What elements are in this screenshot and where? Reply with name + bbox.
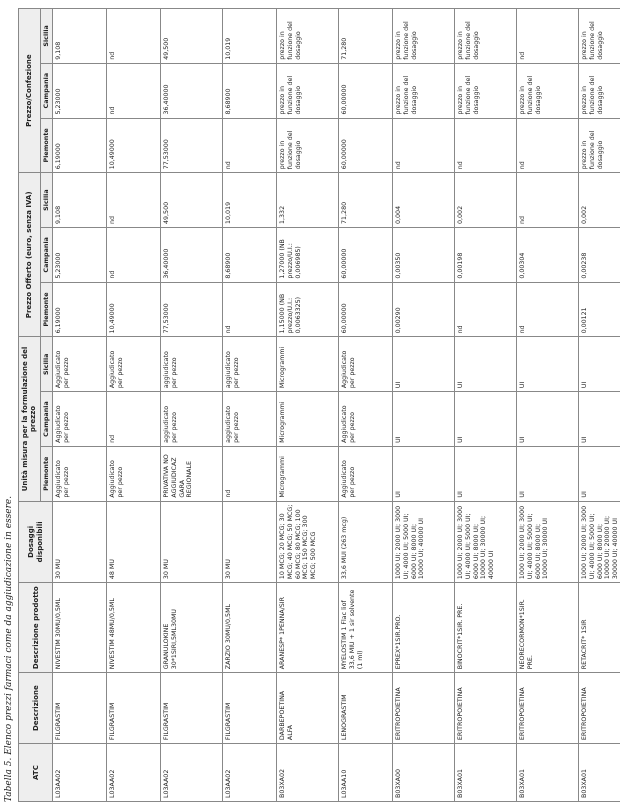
cell-atc: L03AA02 [223, 744, 277, 802]
cell-confezione-sicilia: 49,500 [161, 9, 223, 64]
table-row [579, 9, 620, 802]
cell-unita-sicilia: aggiudicato per pezzo [161, 337, 223, 392]
cell-offerto-piemonte: nd [455, 282, 517, 337]
header-prodotto: Descrizione prodotto [19, 583, 53, 673]
cell-unita-sicilia: Microgrammi [277, 337, 339, 392]
cell-dosaggi: 1000 UI; 2000 UI; 3000 UI; 4000 UI; 5000 UI; 6000 UI; 8000 UI; 10000 UI; 30000 UI [517, 501, 579, 583]
cell-offerto-sicilia: nd [517, 173, 579, 228]
cell-prodotto: MYELOSTIM 1 Flac liof 33,6 MIU + 1 sir solvente (1 ml) [339, 583, 393, 673]
cell-offerto-sicilia: 0,002 [579, 173, 620, 228]
cell-offerto-sicilia: 0,002 [455, 173, 517, 228]
cell-atc: B03XA02 [277, 744, 339, 802]
cell-confezione-campania: 5,23000 [53, 63, 107, 118]
cell-unita-piemonte: UI [579, 446, 620, 501]
cell-confezione-piemonte: nd [517, 118, 579, 173]
cell-unita-campania: nd [107, 392, 161, 447]
cell-prodotto: BINOCRIT*1SIR. PRE. [455, 583, 517, 673]
table-row [107, 9, 161, 802]
cell-offerto-piemonte: 0,00290 [393, 282, 455, 337]
cell-confezione-sicilia: 71,280 [339, 9, 393, 64]
cell-dosaggi: 30 MU [53, 501, 107, 583]
cell-unita-piemonte: Aggiudicato per pezzo [53, 446, 107, 501]
cell-offerto-campania: 0,00198 [455, 227, 517, 282]
cell-confezione-piemonte: prezzo in funzione del dosaggio [579, 118, 620, 173]
cell-confezione-piemonte: prezzo in funzione del dosaggio [277, 118, 339, 173]
cell-prodotto: ZARZIO 30MU/0,5ML [223, 583, 277, 673]
cell-confezione-sicilia: prezzo in funzione del dosaggio [277, 9, 339, 64]
table-row [277, 9, 339, 802]
cell-offerto-piemonte: 10,49000 [107, 282, 161, 337]
cell-confezione-piemonte: nd [223, 118, 277, 173]
header-dosaggi: Dosaggi disponibili [19, 501, 53, 583]
cell-confezione-sicilia: prezzo in funzione del dosaggio [393, 9, 455, 64]
subheader-campania: Campania [40, 63, 53, 118]
cell-confezione-campania: prezzo in funzione del dosaggio [393, 63, 455, 118]
cell-confezione-campania: 60,00000 [339, 63, 393, 118]
cell-atc: L03AA02 [53, 744, 107, 802]
cell-unita-piemonte: PRIVATIVA NO AGGIUDICAZ GARA REGIONALE [161, 446, 223, 501]
cell-confezione-sicilia: 9,108 [53, 9, 107, 64]
subheader-campania: Campania [40, 392, 53, 447]
table-row [223, 9, 277, 802]
cell-unita-campania: Aggiudicato per pezzo [339, 392, 393, 447]
cell-offerto-campania: nd [107, 227, 161, 282]
cell-dosaggi: 48 MU [107, 501, 161, 583]
cell-offerto-campania: 5,23000 [53, 227, 107, 282]
cell-unita-campania: Microgrammi [277, 392, 339, 447]
cell-atc: L03AA02 [161, 744, 223, 802]
cell-confezione-sicilia: 10,019 [223, 9, 277, 64]
cell-offerto-piemonte: 77,53000 [161, 282, 223, 337]
cell-atc: L03AA10 [339, 744, 393, 802]
header-row [19, 9, 41, 802]
cell-offerto-piemonte: nd [517, 282, 579, 337]
table-row [455, 9, 517, 802]
cell-atc: B03XA01 [517, 744, 579, 802]
cell-unita-campania: UI [455, 392, 517, 447]
cell-unita-piemonte: nd [223, 446, 277, 501]
cell-unita-campania: Aggiudicato per pezzo [53, 392, 107, 447]
cell-unita-sicilia: aggiudicato per pezzo [223, 337, 277, 392]
cell-descrizione: LENOGRASTIM [339, 673, 393, 744]
cell-prodotto: ARANESP* 1PENNA/SIR [277, 583, 339, 673]
cell-prodotto: RETACRIT* 1SIR [579, 583, 620, 673]
cell-offerto-campania: 0,00238 [579, 227, 620, 282]
cell-unita-sicilia: Aggiudicato per pezzo [107, 337, 161, 392]
cell-confezione-piemonte: nd [393, 118, 455, 173]
cell-atc: B03XA00 [393, 744, 455, 802]
cell-offerto-campania: 0,00304 [517, 227, 579, 282]
cell-dosaggi: 33,6 MUI (263 mcg) [339, 501, 393, 583]
cell-unita-sicilia: UI [393, 337, 455, 392]
cell-descrizione: FILGRASTIM [107, 673, 161, 744]
cell-offerto-campania: 1,27000 (NB prezzo/U.I.: 0,006985) [277, 227, 339, 282]
subheader-sicilia: Sicilia [40, 173, 53, 228]
cell-unita-sicilia: Aggiudicato per pezzo [53, 337, 107, 392]
cell-confezione-sicilia: nd [517, 9, 579, 64]
cell-unita-piemonte: UI [393, 446, 455, 501]
cell-offerto-piemonte: 6,19000 [53, 282, 107, 337]
cell-unita-sicilia: Aggiudicato per pezzo [339, 337, 393, 392]
cell-offerto-piemonte: 1,15000 (NB prezzo/U.I.: 0,0063325) [277, 282, 339, 337]
subheader-sicilia: Sicilia [40, 337, 53, 392]
cell-confezione-campania: 8,68900 [223, 63, 277, 118]
cell-offerto-sicilia: 1,332 [277, 173, 339, 228]
cell-offerto-piemonte: nd [223, 282, 277, 337]
cell-unita-campania: UI [393, 392, 455, 447]
cell-atc: L03AA02 [107, 744, 161, 802]
cell-unita-piemonte: UI [455, 446, 517, 501]
cell-offerto-campania: 60,00000 [339, 227, 393, 282]
cell-offerto-campania: 0,00350 [393, 227, 455, 282]
cell-unita-piemonte: Microgrammi [277, 446, 339, 501]
cell-dosaggi: 1000 UI; 2000 UI; 3000 UI; 4000 UI; 5000 UI; 6000 UI; 8000 UI; 10000 UI; 30000 UI; 40000 UI [455, 501, 517, 583]
cell-unita-piemonte: Aggiudicato per pezzo [339, 446, 393, 501]
cell-prodotto: EPREX*1SIR.PRO. [393, 583, 455, 673]
table-row [393, 9, 455, 802]
cell-dosaggi: 1000 UI; 2000 UI; 3000 UI; 4000 UI; 5000 UI; 6000 UI; 8000 UI; 10000 UI; 40000 UI [393, 501, 455, 583]
cell-offerto-sicilia: 10,019 [223, 173, 277, 228]
cell-unita-piemonte: Aggiudicato per pezzo [107, 446, 161, 501]
cell-unita-campania: UI [517, 392, 579, 447]
price-table [18, 8, 620, 802]
cell-confezione-sicilia: nd [107, 9, 161, 64]
cell-unita-sicilia: UI [517, 337, 579, 392]
cell-descrizione: FILGRASTIM [53, 673, 107, 744]
cell-offerto-sicilia: nd [107, 173, 161, 228]
header-atc: ATC [19, 744, 53, 802]
subheader-sicilia: Sicilia [40, 9, 53, 64]
subheader-piemonte: Piemonte [40, 446, 53, 501]
cell-prodotto: GRANULOKINE 30*1SIRI,5ML30MU [161, 583, 223, 673]
cell-offerto-campania: 8,68900 [223, 227, 277, 282]
subheader-piemonte: Piemonte [40, 282, 53, 337]
cell-descrizione: FILGRASTIM [223, 673, 277, 744]
cell-unita-sicilia: UI [579, 337, 620, 392]
cell-confezione-piemonte: 10,49000 [107, 118, 161, 173]
cell-confezione-sicilia: prezzo in funzione del dosaggio [579, 9, 620, 64]
cell-descrizione: ERITROPOIETINA [393, 673, 455, 744]
cell-descrizione: ERITROPOIETINA [579, 673, 620, 744]
table-row [53, 9, 107, 802]
table-caption: Tabella 5. Elenco prezzi farmaci come da aggiudicazione in essere. [4, 495, 14, 802]
subheader-piemonte: Piemonte [40, 118, 53, 173]
cell-offerto-piemonte: 0,00121 [579, 282, 620, 337]
header-unita: Unità misura per la formulazione del prezzo [19, 337, 41, 501]
subheader-campania: Campania [40, 227, 53, 282]
cell-confezione-campania: 36,40000 [161, 63, 223, 118]
cell-atc: B03XA01 [455, 744, 517, 802]
header-descrizione: Descrizione [19, 673, 53, 744]
table-row [339, 9, 393, 802]
cell-prodotto: NIVESTIM 30MU/0,5ML [53, 583, 107, 673]
cell-unita-sicilia: UI [455, 337, 517, 392]
cell-descrizione: FILGRASTIM [161, 673, 223, 744]
cell-unita-campania: aggiudicato per pezzo [161, 392, 223, 447]
cell-offerto-sicilia: 71,280 [339, 173, 393, 228]
cell-dosaggi: 1000 UI; 2000 UI; 3000 UI; 4000 UI; 5000 UI; 6000 UI; 8000 UI; 10000 UI; 20000 UI; 30000 UI; 40000 UI [579, 501, 620, 583]
cell-confezione-piemonte: 77,53000 [161, 118, 223, 173]
cell-offerto-sicilia: 9,108 [53, 173, 107, 228]
cell-unita-piemonte: UI [517, 446, 579, 501]
cell-prodotto: NEORECORMON*1SIR. PRE. [517, 583, 579, 673]
cell-confezione-piemonte: nd [455, 118, 517, 173]
cell-unita-campania: aggiudicato per pezzo [223, 392, 277, 447]
cell-offerto-campania: 36,40000 [161, 227, 223, 282]
cell-descrizione: DARBEPOETINA ALFA [277, 673, 339, 744]
cell-descrizione: ERITROPOIETINA [517, 673, 579, 744]
cell-dosaggi: 30 MU [161, 501, 223, 583]
cell-offerto-piemonte: 60,00000 [339, 282, 393, 337]
cell-prodotto: NIVESTIM 48MU/0,5ML [107, 583, 161, 673]
cell-confezione-piemonte: 60,00000 [339, 118, 393, 173]
cell-offerto-sicilia: 49,500 [161, 173, 223, 228]
cell-dosaggi: 30 MU [223, 501, 277, 583]
table-row [517, 9, 579, 802]
header-offerto: Prezzo Offerto (euro, senza IVA) [19, 173, 41, 337]
cell-confezione-campania: prezzo in funzione del dosaggio [277, 63, 339, 118]
table-row [161, 9, 223, 802]
cell-confezione-piemonte: 6,19000 [53, 118, 107, 173]
cell-confezione-campania: prezzo in funzione del dosaggio [579, 63, 620, 118]
cell-atc: B03XA01 [579, 744, 620, 802]
cell-offerto-sicilia: 0,004 [393, 173, 455, 228]
cell-dosaggi: 10 MCG; 20 MCG; 30 MCG; 40 MCG; 50 MCG; 60 MCG; 80 MCG; 100 MCG; 150 MCG; 300 MCG; 500 MCG [277, 501, 339, 583]
cell-unita-campania: UI [579, 392, 620, 447]
cell-confezione-campania: prezzo in funzione del dosaggio [455, 63, 517, 118]
cell-descrizione: ERITROPOIETINA [455, 673, 517, 744]
cell-confezione-sicilia: prezzo in funzione del dosaggio [455, 9, 517, 64]
header-confezione: Prezzo/Confezione [19, 9, 41, 173]
cell-confezione-campania: prezzo in funzione del dosaggio [517, 63, 579, 118]
cell-confezione-campania: nd [107, 63, 161, 118]
